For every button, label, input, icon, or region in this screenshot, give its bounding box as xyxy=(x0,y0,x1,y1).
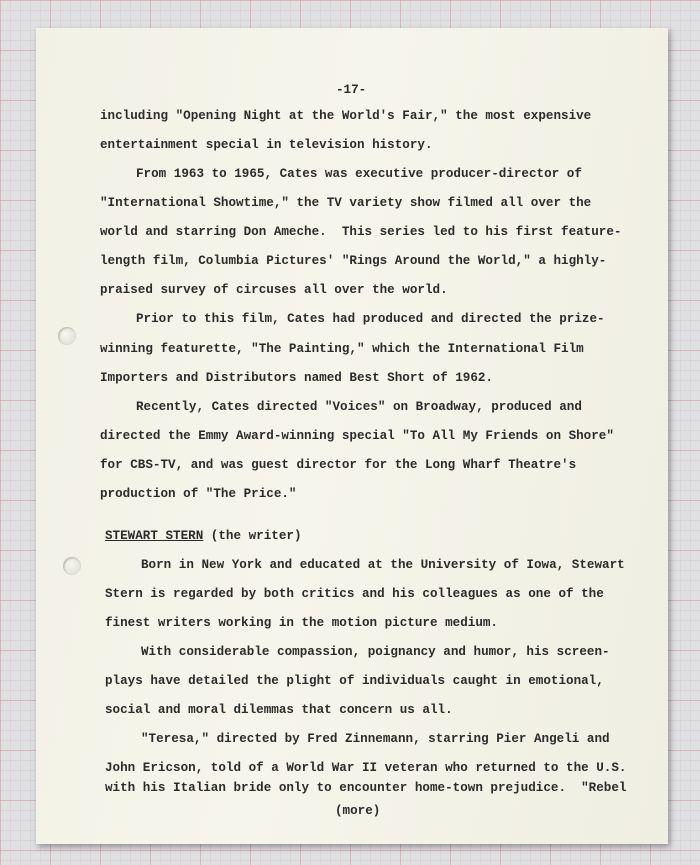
body-line: "International Showtime," the TV variety show filmed all over the xyxy=(100,196,592,210)
body-line: production of "The Price." xyxy=(100,487,297,501)
body-line: "Teresa," directed by Fred Zinnemann, starring Pier Angeli and xyxy=(141,732,610,746)
punch-hole xyxy=(58,327,76,345)
body-line: praised survey of circuses all over the world. xyxy=(100,283,448,297)
punch-hole xyxy=(63,557,81,575)
body-line: Born in New York and educated at the University of Iowa, Stewart xyxy=(141,558,625,572)
body-line: plays have detailed the plight of individuals caught in emotional, xyxy=(105,674,604,688)
body-line: with his Italian bride only to encounter home-town prejudice. "Rebel xyxy=(105,781,627,795)
section-heading-name: STEWART STERN xyxy=(105,529,204,543)
body-line: Prior to this film, Cates had produced and directed the prize- xyxy=(136,312,605,326)
section-heading-role: (the writer) xyxy=(203,529,302,543)
body-line: including "Opening Night at the World's Fair," the most expensive xyxy=(100,109,592,123)
body-line: Importers and Distributors named Best Short of 1962. xyxy=(100,371,493,385)
body-line: With considerable compassion, poignancy and humor, his screen- xyxy=(141,645,610,659)
page-number: -17- xyxy=(336,83,367,97)
body-line: From 1963 to 1965, Cates was executive producer-director of xyxy=(136,167,582,181)
body-line: winning featurette, "The Painting," which the International Film xyxy=(100,342,584,356)
body-line: entertainment special in television history. xyxy=(100,138,433,152)
body-line: finest writers working in the motion picture medium. xyxy=(105,616,498,630)
body-line: John Ericson, told of a World War II veteran who returned to the U.S. xyxy=(105,761,627,775)
body-line: length film, Columbia Pictures' "Rings Around the World," a highly- xyxy=(100,254,607,268)
body-line: social and moral dilemmas that concern us all. xyxy=(105,703,453,717)
body-line: world and starring Don Ameche. This series led to his first feature- xyxy=(100,225,622,239)
continued-footer: (more) xyxy=(335,804,381,818)
document-page xyxy=(36,28,668,844)
body-line: directed the Emmy Award-winning special "To All My Friends on Shore" xyxy=(100,429,614,443)
body-line: Stern is regarded by both critics and his colleagues as one of the xyxy=(105,587,604,601)
body-line: for CBS-TV, and was guest director for the Long Wharf Theatre's xyxy=(100,458,577,472)
body-line: Recently, Cates directed "Voices" on Broadway, produced and xyxy=(136,400,582,414)
section-heading xyxy=(105,529,302,544)
